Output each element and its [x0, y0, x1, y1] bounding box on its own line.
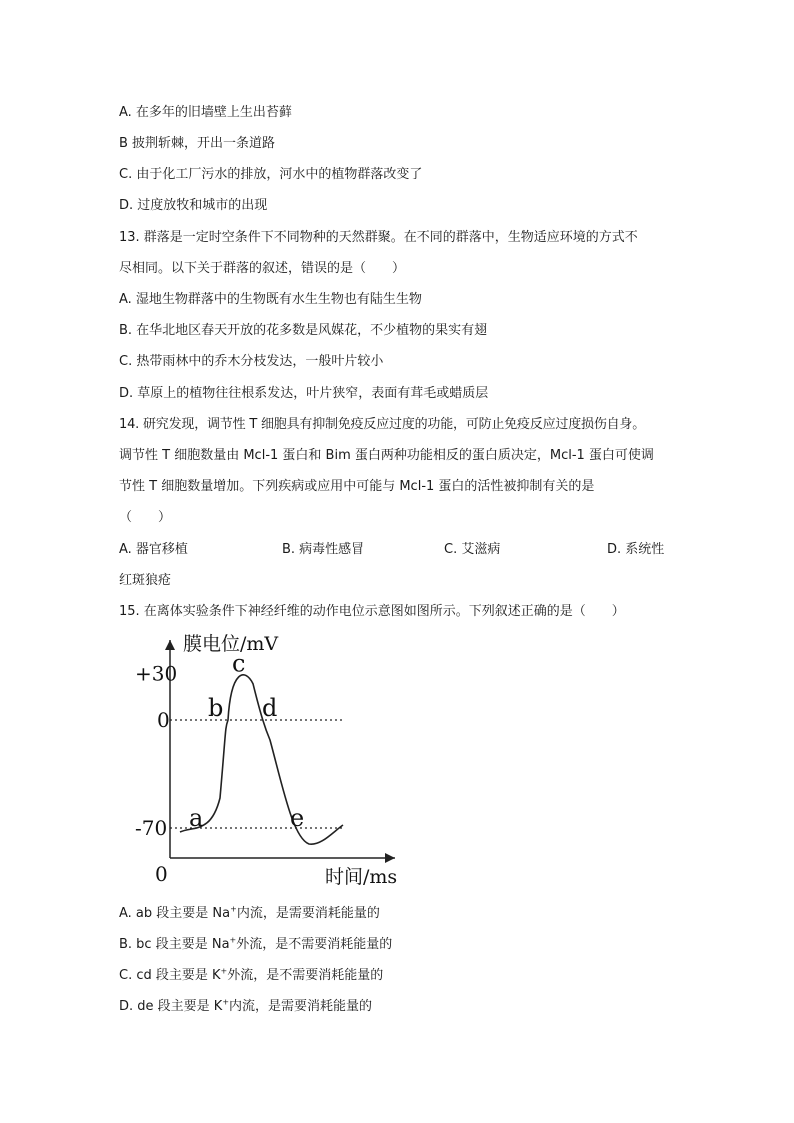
point-label-b: b	[208, 694, 224, 722]
q15-stem: 15. 在离体实验条件下神经纤维的动作电位示意图如图所示。下列叙述正确的是（ ）	[119, 604, 625, 619]
q14-option-d-continued: 红斑狼疮	[119, 573, 172, 588]
y-tick-label: -70	[135, 816, 168, 840]
q14-stem-line2: 调节性 T 细胞数量由 Mcl-1 蛋白和 Bim 蛋白两种功能相反的蛋白质决定，Mcl-1 蛋白可使调	[119, 448, 654, 463]
q15-option-c-charge: +	[220, 966, 228, 976]
q15-option-b	[119, 936, 392, 954]
q13-stem-line2: 尽相同。以下关于群落的叙述，错误的是（ ）	[119, 261, 406, 276]
q15-option-b-charge: +	[229, 935, 237, 945]
q12-option-d: D. 过度放牧和城市的出现	[119, 198, 268, 213]
q14-option-b: B. 病毒性感冒	[282, 542, 365, 557]
y-tick-label: +30	[135, 661, 178, 686]
y-tick-label: 0	[157, 708, 170, 732]
q13-option-a: A. 湿地生物群落中的生物既有水生生物也有陆生生物	[119, 292, 422, 307]
x-axis-arrow	[385, 853, 395, 863]
point-label-e: e	[290, 804, 305, 832]
q15-option-d-charge: +	[222, 997, 230, 1007]
q15-option-c	[119, 967, 383, 985]
q14-stem-line3: 节性 T 细胞数量增加。下列疾病或应用中可能与 Mcl-1 蛋白的活性被抑制有关的是	[119, 479, 595, 494]
q15-option-b-pre: B. bc 段主要是 Na	[119, 937, 230, 952]
point-label-d: d	[262, 694, 278, 722]
q12-option-a: A. 在多年的旧墙壁上生出苔藓	[119, 105, 292, 120]
q15-option-b-post: 外流，是不需要消耗能量的	[236, 937, 393, 952]
q13-stem-line1: 13. 群落是一定时空条件下不同物种的天然群聚。在不同的群落中，生物适应环境的方式不	[119, 230, 638, 245]
q15-option-c-pre: C. cd 段主要是 K	[119, 968, 221, 983]
q15-option-c-post: 外流，是不需要消耗能量的	[227, 968, 384, 983]
q15-option-d-pre: D. de 段主要是 K	[119, 999, 223, 1014]
q13-option-d: D. 草原上的植物往往根系发达，叶片狭窄，表面有茸毛或蜡质层	[119, 386, 489, 401]
q15-option-a-post: 内流，是需要消耗能量的	[236, 906, 380, 921]
q15-option-a	[119, 905, 380, 923]
action-potential-chart	[125, 628, 415, 888]
q15-option-a-charge: +	[230, 904, 237, 914]
q15-option-d	[119, 998, 372, 1016]
q14-option-a: A. 器官移植	[119, 542, 188, 557]
y-axis-label: 膜电位/mV	[183, 633, 279, 655]
point-label-c: c	[232, 649, 246, 678]
q14-option-c: C. 艾滋病	[444, 542, 501, 557]
x-axis-label: 时间/ms	[325, 866, 398, 888]
origin-label: 0	[155, 862, 168, 886]
q12-option-b: B 披荆斩棘，开出一条道路	[119, 136, 276, 151]
y-axis-arrow	[165, 640, 175, 650]
q14-stem-line4: （ ）	[119, 510, 172, 525]
q13-option-c: C. 热带雨林中的乔木分枝发达，一般叶片较小	[119, 354, 384, 369]
q15-option-d-post: 内流，是需要消耗能量的	[229, 999, 373, 1014]
point-label-a: a	[189, 804, 204, 832]
q13-option-b: B. 在华北地区春天开放的花多数是风媒花，不少植物的果实有翅	[119, 323, 488, 338]
q12-option-c: C. 由于化工厂污水的排放，河水中的植物群落改变了	[119, 167, 423, 182]
q14-option-d: D. 系统性	[607, 542, 665, 557]
q14-stem-line1: 14. 研究发现，调节性 T 细胞具有抑制免疫反应过度的功能，可防止免疫反应过度损伤自身。	[119, 417, 646, 432]
q15-option-a-pre: A. ab 段主要是 Na	[119, 906, 231, 921]
